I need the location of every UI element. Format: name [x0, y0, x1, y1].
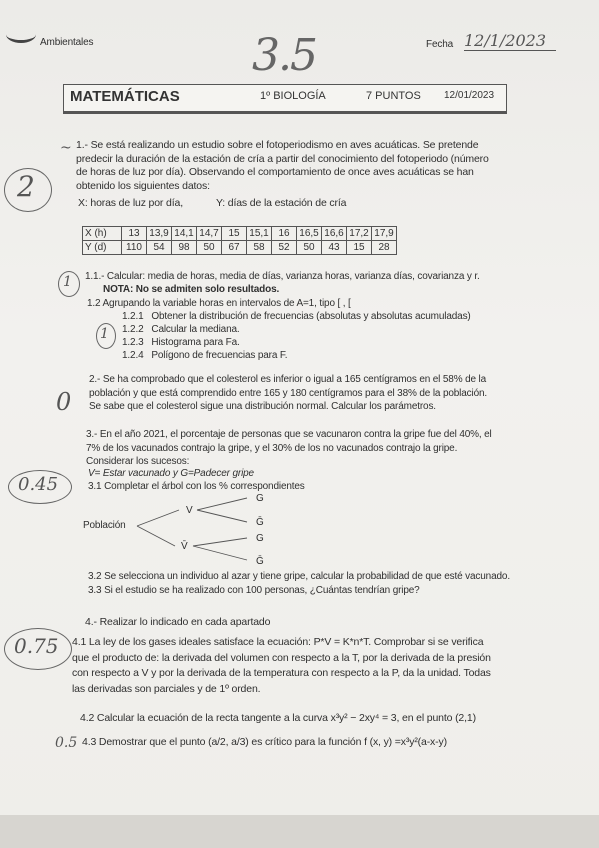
q1-data-table — [82, 226, 397, 255]
tree-leaf-vbar-gbar: Ḡ — [256, 556, 264, 567]
q3-events: V= Estar vacunado y G=Padecer gripe — [88, 468, 254, 479]
course-label: 1º BIOLOGÍA — [260, 90, 326, 102]
q124-text: 1.2.4 Polígono de frecuencias para F. — [122, 350, 288, 361]
table-header-x: X (h) — [83, 227, 122, 241]
table-cell: 16 — [272, 227, 297, 241]
q3-text: 3.- En el año 2021, el porcentaje de personas que se vacunaron contra la gripe fue del 40%, el 7% de los vacunados contrajo la gripe, y el 30% de los no vacunados contrajo la gripe. Considerar los sucesos: — [86, 429, 492, 467]
q2-text: 2.- Se ha comprobado que el colesterol es inferior o igual a 165 centígramos en el 58% de la población y que está comprendido entre 165 y 180 centígramos para el 38% de la población. Se sabe que el colesterol sigue una distribución normal. Calcular los parámetros. — [89, 374, 488, 412]
q2-score: 0 — [56, 388, 72, 416]
table-row-y — [83, 241, 397, 255]
table-cell: 15 — [222, 227, 247, 241]
q122-text: 1.2.2 Calcular la mediana. — [122, 324, 240, 335]
table-cell: 98 — [172, 241, 197, 255]
q42-text: 4.2 Calcular la ecuación de la recta tangente a la curva x³y² − 2xy⁴ = 3, en el punto (2,1) — [80, 712, 476, 724]
q4-score: 0.75 — [14, 634, 59, 658]
table-cell: 67 — [222, 241, 247, 255]
score-handwritten: 3.5 — [252, 30, 316, 81]
exam-date: 12/01/2023 — [444, 90, 495, 101]
q11-text: 1.1.- Calcular: media de horas, media de días, varianza horas, varianza días, covarianza y r. — [85, 271, 480, 282]
tree-branch-v-gbar — [197, 510, 247, 522]
q43-text: 4.3 Demostrar que el punto (a/2, a/3) es crítico para la función f (x, y) =x³y²(a-x-y) — [82, 736, 447, 748]
table-cell: 13 — [122, 227, 147, 241]
table-cell: 13,9 — [147, 227, 172, 241]
tree-node-v: V — [186, 505, 193, 516]
points-label: 7 PUNTOS — [366, 90, 421, 102]
q1-score: 2 — [17, 170, 35, 203]
table-row-x — [83, 227, 397, 241]
table-cell: 14,7 — [197, 227, 222, 241]
table-cell: 16,6 — [322, 227, 347, 241]
fecha-label: Fecha — [426, 39, 454, 50]
table-header-y: Y (d) — [83, 241, 122, 255]
q12-text: 1.2 Agrupando la variable horas en intervalos de A=1, tipo [ , [ — [87, 298, 351, 309]
table-cell: 14,1 — [172, 227, 197, 241]
tree-branch-vbar — [137, 526, 175, 546]
q121-text: 1.2.1 Obtener la distribución de frecuencias (absolutas y absolutas acumuladas) — [122, 311, 471, 322]
tree-leaf-vbar-g: G — [256, 533, 264, 544]
q1-variables: X: horas de luz por día, Y: días de la estación de cría — [78, 197, 347, 209]
table-cell: 17,9 — [372, 227, 397, 241]
tree-node-vbar: V̄ — [181, 541, 188, 552]
table-cell: 15 — [347, 241, 372, 255]
table-cell: 50 — [197, 241, 222, 255]
q32-text: 3.2 Se selecciona un individuo al azar y tiene gripe, calcular la probabilidad de que esté vacunado. — [88, 571, 510, 582]
q31-text: 3.1 Completar el árbol con los % correspondientes — [88, 481, 305, 492]
table-cell: 16,5 — [297, 227, 322, 241]
q11-score: 1 — [63, 274, 72, 290]
tree-branch-v — [137, 510, 179, 526]
q43-score: 0.5 — [55, 735, 78, 751]
q11-note: NOTA: No se admiten solo resultados. — [103, 284, 280, 295]
table-cell: 50 — [297, 241, 322, 255]
q3-score: 0.45 — [18, 474, 59, 495]
q33-text: 3.3 Si el estudio se ha realizado con 100 personas, ¿Cuántas tendrían gripe? — [88, 585, 420, 596]
q12-score: 1 — [100, 326, 109, 342]
table-cell: 54 — [147, 241, 172, 255]
tree-branch-v-g — [197, 498, 247, 510]
school-logo — [6, 26, 36, 43]
table-cell: 58 — [247, 241, 272, 255]
tree-branch-vbar-gbar — [193, 546, 247, 560]
q1-check-mark: ~ — [60, 140, 72, 156]
exam-header — [63, 84, 507, 114]
q1-intro: 1.- Se está realizando un estudio sobre el fotoperiodismo en aves acuáticas. Se pretende predecir la duración de la estación de cría a partir del conocimiento del fotoperiodo (número de horas de luz por día). Observando el comportamiento de once aves acuáticas se han obtenido los siguientes datos: — [76, 139, 489, 192]
fecha-handwritten: 12/1/2023 — [464, 31, 556, 51]
institution-name: Ambientales — [40, 37, 94, 48]
tree-root-label: Población — [83, 520, 126, 531]
table-cell: 28 — [372, 241, 397, 255]
q123-text: 1.2.3 Histograma para Fa. — [122, 337, 240, 348]
table-cell: 17,2 — [347, 227, 372, 241]
table-cell: 110 — [122, 241, 147, 255]
q41-text: 4.1 La ley de los gases ideales satisface la ecuación: P*V = K*n*T. Comprobar si se verifica que el producto de: la derivada del volumen con respecto a la T, por la derivada de la presión con respecto a V y por la derivada de la temperatura con respecto a la P, da la unidad. Todas las derivadas son parciales y de 1º orden. — [72, 636, 491, 695]
page-bottom-shadow — [0, 815, 599, 848]
subject-title: MATEMÁTICAS — [70, 88, 180, 105]
table-cell: 52 — [272, 241, 297, 255]
tree-leaf-v-g: G — [256, 493, 264, 504]
table-cell: 15,1 — [247, 227, 272, 241]
table-cell: 43 — [322, 241, 347, 255]
tree-branch-vbar-g — [193, 538, 247, 546]
tree-leaf-v-gbar: Ḡ — [256, 517, 264, 528]
q4-title: 4.- Realizar lo indicado en cada apartado — [85, 616, 271, 628]
